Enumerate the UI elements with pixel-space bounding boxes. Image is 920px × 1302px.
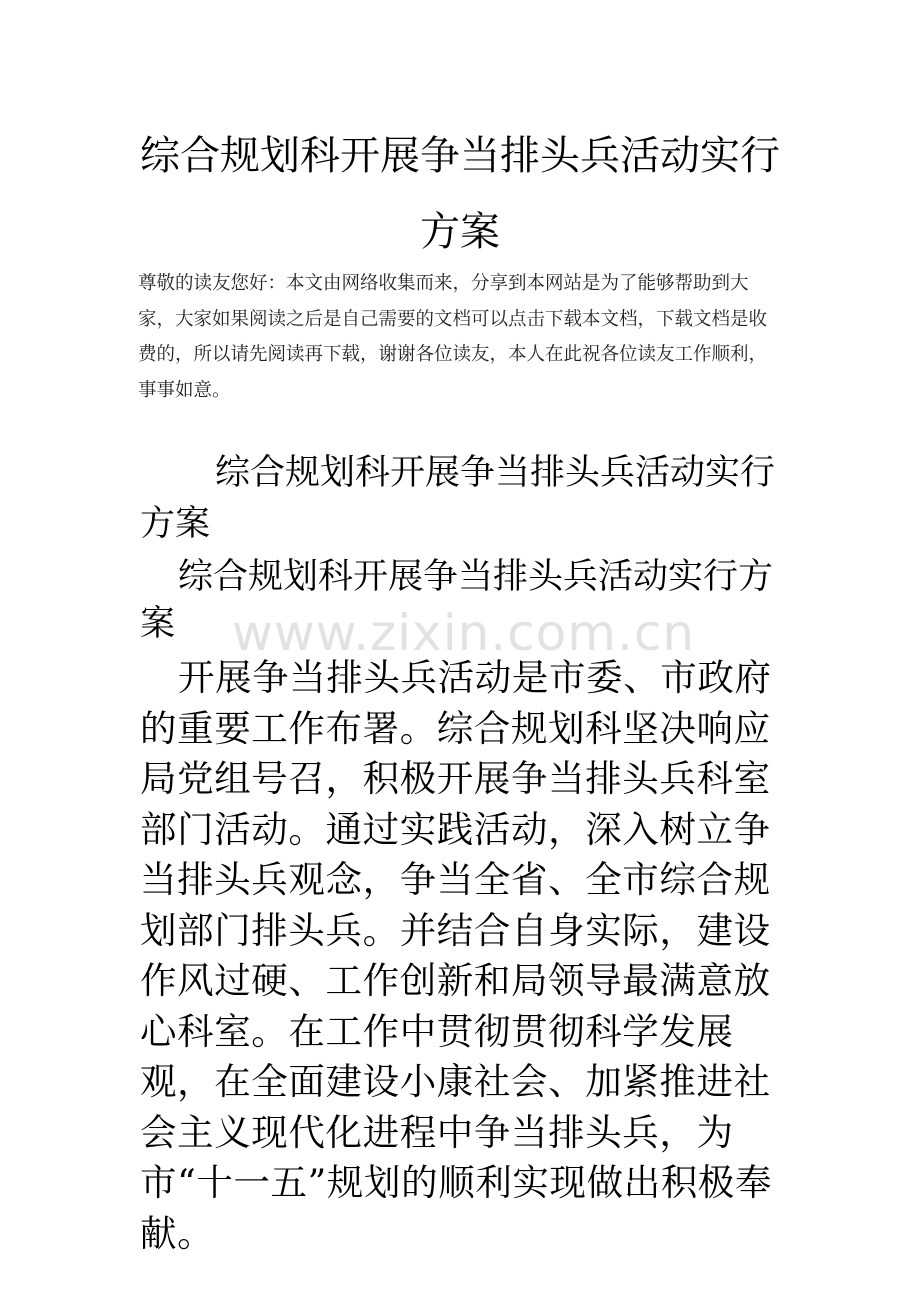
body-heading-2: 综合规划科开展争当排头兵活动实行方案 [140,557,774,644]
reader-notice: 尊敬的读友您好：本文由网络收集而来，分享到本网站是为了能够帮助到大家，大家如果阅读之后是自己需要的文档可以点击下载本文档，下载文档是收费的，所以请先阅读再下载，谢谢各位读友，本人在此祝各位读友工作顺利，事事如意。 [138,273,768,401]
site-watermark: www.zixin.com.cn [232,604,696,662]
body-paragraph: 开展争当排头兵活动是市委、市政府的重要工作布署。综合规划科坚决响应局党组号召，积极开展争当排头兵科室部门活动。通过实践活动，深入树立争当排头兵观念，争当全省、全市综合规划部门排头兵。并结合自身实际，建设作风过硬、工作创新和局领导最满意放心科室。在工作中贯彻贯彻科学发展观，在全面建设小康社会、加紧推进社会主义现代化进程中争当排头兵，为市“十一五”规划的顺利实现做出积极奉献。 [140,656,773,1255]
document-title: 综合规划科开展争当排头兵活动实行方案 [140,133,780,255]
body-heading-1: 综合规划科开展争当排头兵活动实行方案 [140,453,776,544]
document-body [140,448,785,1259]
